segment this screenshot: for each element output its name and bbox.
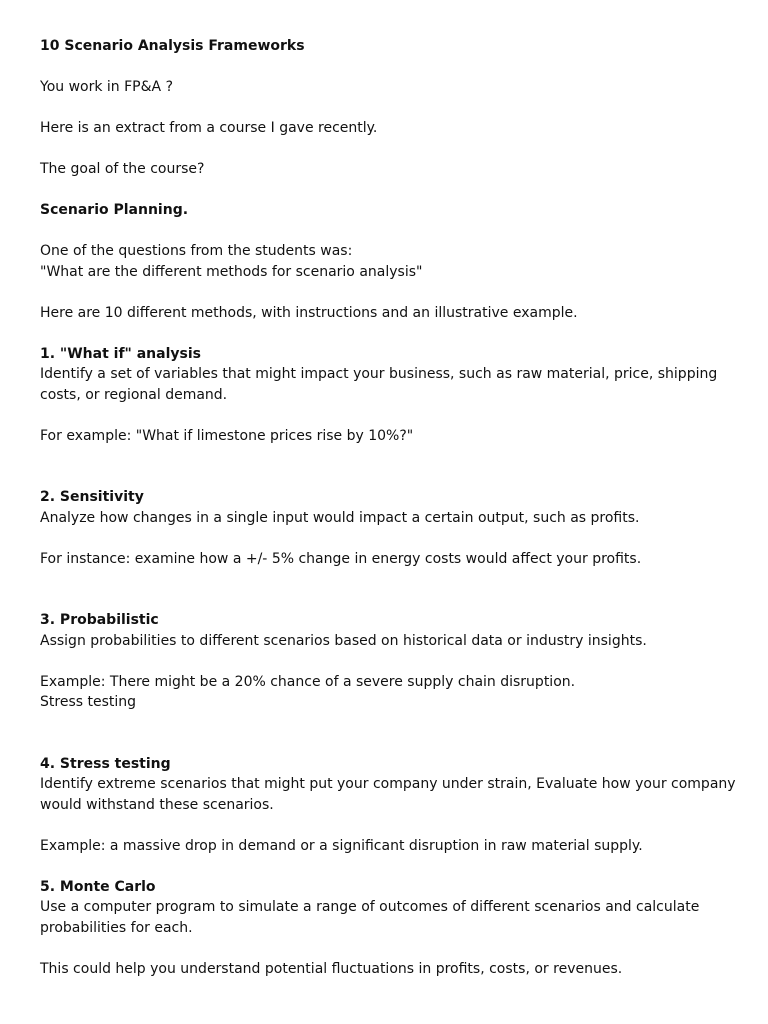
- section-heading: 4. Stress testing: [40, 755, 171, 772]
- section-body: Use a computer program to simulate a range of outcomes of different scenarios and calculate probabilities for each.: [40, 899, 700, 936]
- intro-line-1: You work in FP&A ?: [40, 79, 173, 95]
- section-body: Analyze how changes in a single input would impact a certain output, such as profits.: [40, 509, 640, 526]
- intro-line-2: Here is an extract from a course I gave recently.: [40, 120, 378, 136]
- question-lead: One of the questions from the students was: "What are the different methods for scenario analysis": [40, 243, 423, 280]
- intro-line-3: The goal of the course?: [40, 161, 205, 177]
- section-example: For instance: examine how a +/- 5% change in energy costs would affect your profits.: [40, 550, 642, 567]
- section-example: Example: a massive drop in demand or a significant disruption in raw material supply.: [40, 837, 643, 854]
- section-body: Identify extreme scenarios that might put your company under strain, Evaluate how your company would withstand these scenarios.: [40, 776, 736, 813]
- section-body: Assign probabilities to different scenarios based on historical data or industry insights.: [40, 632, 647, 649]
- section-example: Example: There might be a 20% chance of a severe supply chain disruption. Stress testing: [40, 673, 576, 710]
- section-heading: 5. Monte Carlo: [40, 878, 156, 895]
- section-heading: 1. "What if" analysis: [40, 345, 201, 362]
- section-body: Identify a set of variables that might impact your business, such as raw material, price, shipping costs, or regional demand.: [40, 366, 718, 403]
- section-example: This could help you understand potential fluctuations in profits, costs, or revenues.: [40, 960, 623, 977]
- document-title: 10 Scenario Analysis Frameworks: [40, 38, 305, 54]
- section-example: For example: "What if limestone prices rise by 10%?": [40, 427, 414, 444]
- goal-heading: Scenario Planning.: [40, 202, 189, 218]
- section-heading: 3. Probabilistic: [40, 612, 159, 628]
- methods-lead: Here are 10 different methods, with instructions and an illustrative example.: [40, 304, 578, 321]
- section-heading: 2. Sensitivity: [40, 489, 144, 505]
